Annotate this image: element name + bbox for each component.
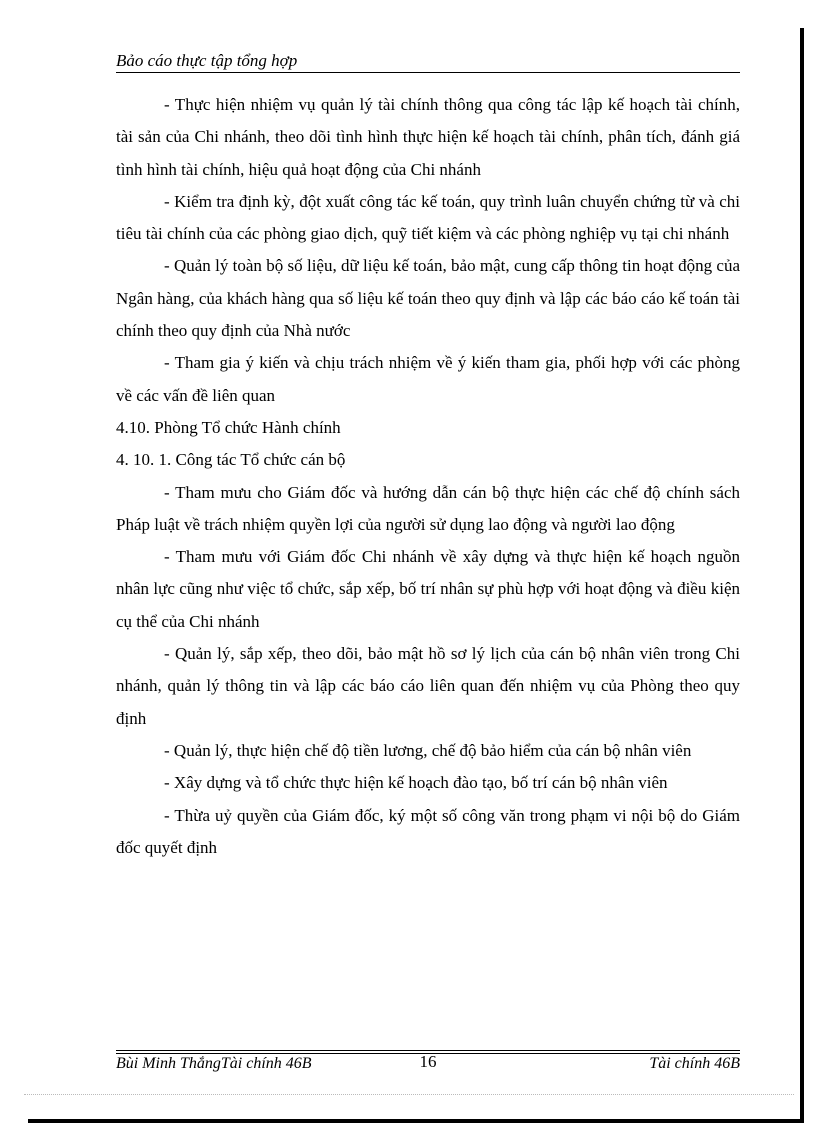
paragraph: - Tham mưu với Giám đốc Chi nhánh về xây dựng và thực hiện kế hoạch nguồn nhân lực cũng như việc tổ chức, sắp xếp, bố trí nhân sự phù hợp với hoạt động và điều kiện cụ thể của Chi nhánh — [116, 547, 740, 631]
paragraph: - Thực hiện nhiệm vụ quản lý tài chính thông qua công tác lập kế hoạch tài chính, tài sản của Chi nhánh, theo dõi tình hình thực hiện kế hoạch tài chính, phân tích, đánh giá tình hình tài chính, hiệu quả hoạt động của Chi nhánh — [116, 95, 740, 179]
page-header — [116, 48, 740, 74]
paragraph: - Xây dựng và tổ chức thực hiện kế hoạch đào tạo, bố trí cán bộ nhân viên — [164, 773, 668, 793]
document-body — [116, 89, 740, 864]
page-number: 16 — [419, 1052, 437, 1071]
page-shadow-right — [800, 28, 804, 1123]
paragraph: - Kiểm tra định kỳ, đột xuất công tác kế toán, quy trình luân chuyển chứng từ và chi tiêu tài chính của các phòng giao dịch, quỹ tiết kiệm và các phòng nghiệp vụ tại chi nhánh — [116, 191, 740, 244]
header-rule — [116, 72, 740, 73]
paragraph: - Thừa uỷ quyền của Giám đốc, ký một số công văn trong phạm vi nội bộ do Giám đốc quyết định — [116, 805, 740, 857]
footer-class: Tài chính 46B — [649, 1055, 740, 1072]
paragraph: - Tham gia ý kiến và chịu trách nhiệm về ý kiến tham gia, phối hợp với các phòng về các vấn đề liên quan — [116, 353, 740, 405]
footer-author: Bùi Minh ThắngTài chính 46B — [116, 1055, 312, 1072]
page-footer — [116, 1053, 740, 1077]
page-bottom-dotted-edge — [24, 1094, 794, 1095]
paragraph: - Quản lý, thực hiện chế độ tiền lương, chế độ bảo hiểm của cán bộ nhân viên — [164, 740, 692, 760]
paragraph: - Quản lý, sắp xếp, theo dõi, bảo mật hồ sơ lý lịch của cán bộ nhân viên trong Chi nhánh, quản lý thông tin và lập các báo cáo liên quan đến nhiệm vụ của Phòng theo quy định — [116, 644, 740, 728]
paragraph: - Quản lý toàn bộ số liệu, dữ liệu kế toán, bảo mật, cung cấp thông tin hoạt động của Ngân hàng, của khách hàng qua số liệu kế toán theo quy định và lập các báo cáo kế toán tài chính theo quy định của Nhà nước — [116, 256, 740, 341]
header-title: Bảo cáo thực tập tổng hợp — [116, 51, 298, 70]
subsection-heading: 4. 10. 1. Công tác Tổ chức cán bộ — [116, 450, 346, 470]
page-shadow-bottom — [28, 1119, 804, 1123]
paragraph: - Tham mưu cho Giám đốc và hướng dẫn cán bộ thực hiện các chế độ chính sách Pháp luật về trách nhiệm quyền lợi của người sử dụng lao động và người lao động — [116, 482, 740, 534]
section-heading: 4.10. Phòng Tổ chức Hành chính — [116, 417, 341, 437]
